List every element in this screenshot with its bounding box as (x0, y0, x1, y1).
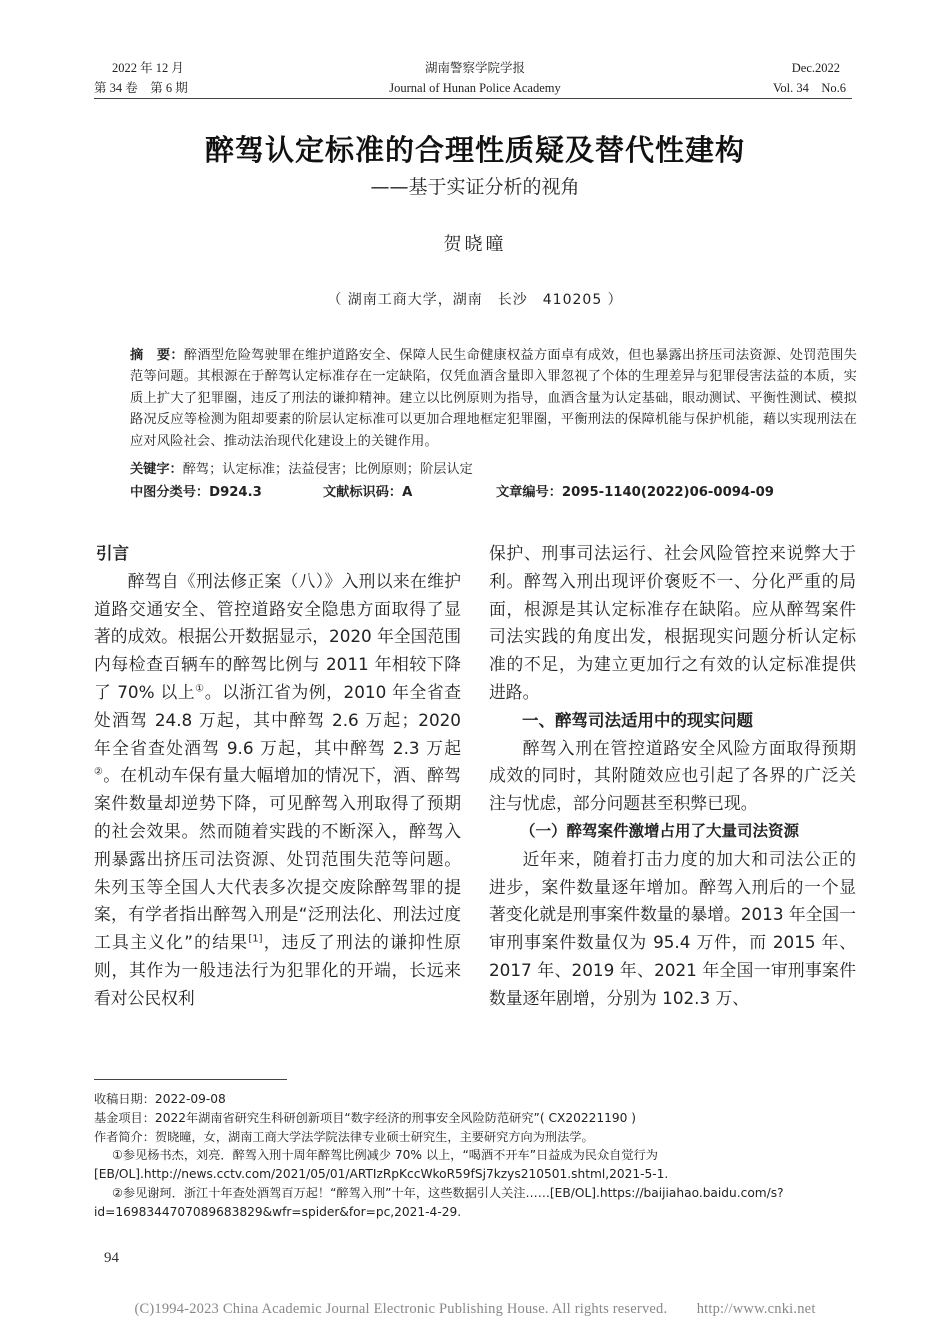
footnote-rule (94, 1079, 287, 1080)
journal-name-cn: 湖南警察学院学报 (424, 61, 525, 75)
fund-info: 基金项目：2022年湖南省研究生科研创新项目“数字经济的刑事安全风险防范研究”( CX20221190 ) (94, 1110, 636, 1125)
author-affiliation: （ 湖南工商大学，湖南 长沙 410205 ） (327, 292, 623, 308)
received-date: 收稿日期：2022-09-08 (94, 1092, 226, 1106)
header-date-en: Dec.2022 (791, 61, 840, 75)
copyright-watermark: (C)1994-2023 China Academic Journal Electronic Publishing House. All rights reserved. http://www.cnki.net (134, 1301, 816, 1317)
header-date: 2022 年 12 月 (112, 61, 184, 75)
intro-paragraph (94, 568, 461, 1013)
abstract-label: 摘 要： (130, 348, 184, 363)
keywords-label: 关键字： (130, 462, 183, 477)
intro-heading: 引言 (96, 544, 129, 563)
intro-text-c: 。在机动车保有量大幅增加的情况下，酒、醉驾案件数量却逆势下降，可见醉驾入刑取得了预期的社会效果。然而随着实践的不断深入，醉驾入刑暴露出挤压司法资源、处罚范围失范等问题。朱列玉等全国人大代表多次提交废除醉驾罪的提案，有学者指出醉驾入刑是“泛刑法化、刑法过度工具主义化”的结果 (94, 765, 461, 953)
right-paragraph-3: 近年来，随着打击力度的加大和司法公正的进步，案件数量逐年增加。醉驾入刑后的一个显著变化就是刑事案件数量的暴增。2013 年全国一审刑事案件数量仅为 95.4 万件，而 2015 年、2017 年、2019 年、2021 年全国一审刑事案件数量逐年剧增，分别为 102.3 万、 (489, 848, 856, 1008)
article-number: 文章编号：2095-1140(2022)06-0094-09 (496, 485, 774, 500)
footnote-1: ①参见杨书杰，刘亮．醉驾入刑十周年醉驾比例减少 70% 以上，“喝酒不开车”日益成为民众自觉行为 [EB/OL].http://news.cctv.com/2021/05/01/ARTIzRpKccWkoR59fSj7kzys210501.shtml,2021-5-1. (94, 1148, 669, 1182)
abstract-text: 醉酒型危险驾驶罪在维护道路安全、保障人民生命健康权益方面卓有成效，但也暴露出挤压司法资源、处罚范围失范等问题。其根源在于醉驾认定标准存在一定缺陷，仅凭血酒含量即入罪忽视了个体的生理差异与犯罪侵害法益的本质，实质上扩大了犯罪圈，违反了刑法的谦抑精神。建立以比例原则为指导，血酒含量为认定基础，眼动测试、平衡性测试、模拟路况反应等检测为阻却要素的阶层认定标准可以更加合理地框定犯罪圈，平衡刑法的保障机能与保护机能，藉以实现刑法在应对风险社会、推动法治现代化建设上的关键作用。 (130, 348, 857, 449)
page-number: 94 (104, 1250, 119, 1266)
intro-text-d: ，违反了刑法的谦抑性原则，其作为一般违法行为犯罪化的开端，长远来看对公民权利 (94, 932, 461, 1008)
header-volume: 第 34 卷 第 6 期 (94, 81, 188, 95)
author-bio: 作者简介：贺晓曈，女，湖南工商大学法学院法律专业硕士研究生，主要研究方向为刑法学。 (94, 1129, 594, 1144)
keywords (130, 458, 473, 477)
intro-text-a: 醉驾自《刑法修正案（八）》入刑以来在维护道路交通安全、管控道路安全隐患方面取得了显著的成效。根据公开数据显示，2020 年全国范围内每检查百辆车的醉驾比例与 2011 年相较下降了 70% 以上 (94, 570, 461, 702)
abstract (130, 345, 857, 452)
body-left-column (94, 540, 461, 1013)
intro-text-b: 。以浙江省为例，2010 年全省查处酒驾 24.8 万起，其中醉驾 2.6 万起；2020 年全省查处酒驾 9.6 万起，其中醉驾 2.3 万起 (94, 681, 462, 758)
right-paragraph-1: 保护、刑事司法运行、社会风险管控来说弊大于利。醉驾入刑出现评价褒贬不一、分化严重的局面，根源是其认定标准存在缺陷。应从醉驾案件司法实践的角度出发，根据现实问题分析认定标准的不足，为建立更加行之有效的认定标准提供进路。 (489, 543, 856, 702)
author-name: 贺晓曈 (443, 234, 507, 255)
citation-ref-1[interactable]: [1] (248, 933, 263, 945)
footnote-ref-1[interactable]: ① (195, 683, 205, 695)
footnote-ref-2[interactable]: ② (94, 766, 104, 778)
footnote-2: ②参见谢珂．浙江十年查处酒驾百万起！“醉驾入刑”十年，这些数据引人关注……[EB/OL].https://baijiahao.baidu.com/s?id=1698344707089683829&wfr=spider&for=pc,2021-4-29. (94, 1185, 784, 1219)
right-paragraph-2: 醉驾入刑在管控道路安全风险方面取得预期成效的同时，其附随效应也引起了各界的广泛关注与忧虑，部分问题甚至积弊已现。 (489, 737, 856, 814)
document-code: 文献标识码：A (323, 485, 413, 500)
header-rule (94, 98, 852, 99)
section-1-heading: 一、醉驾司法适用中的现实问题 (522, 710, 753, 730)
article-title: 醉驾认定标准的合理性质疑及替代性建构 (204, 133, 745, 167)
journal-name-en: Journal of Hunan Police Academy (389, 81, 561, 95)
header-volume-en: Vol. 34 No.6 (772, 81, 846, 95)
subsection-1-heading: （一）醉驾案件激增占用了大量司法资源 (520, 821, 800, 840)
article-subtitle: ——基于实证分析的视角 (370, 176, 580, 198)
keywords-text: 醉驾；认定标准；法益侵害；比例原则；阶层认定 (182, 462, 473, 477)
body-right-column (489, 540, 856, 1013)
footnotes (94, 1090, 856, 1222)
clc-number: 中图分类号：D924.3 (130, 485, 262, 500)
